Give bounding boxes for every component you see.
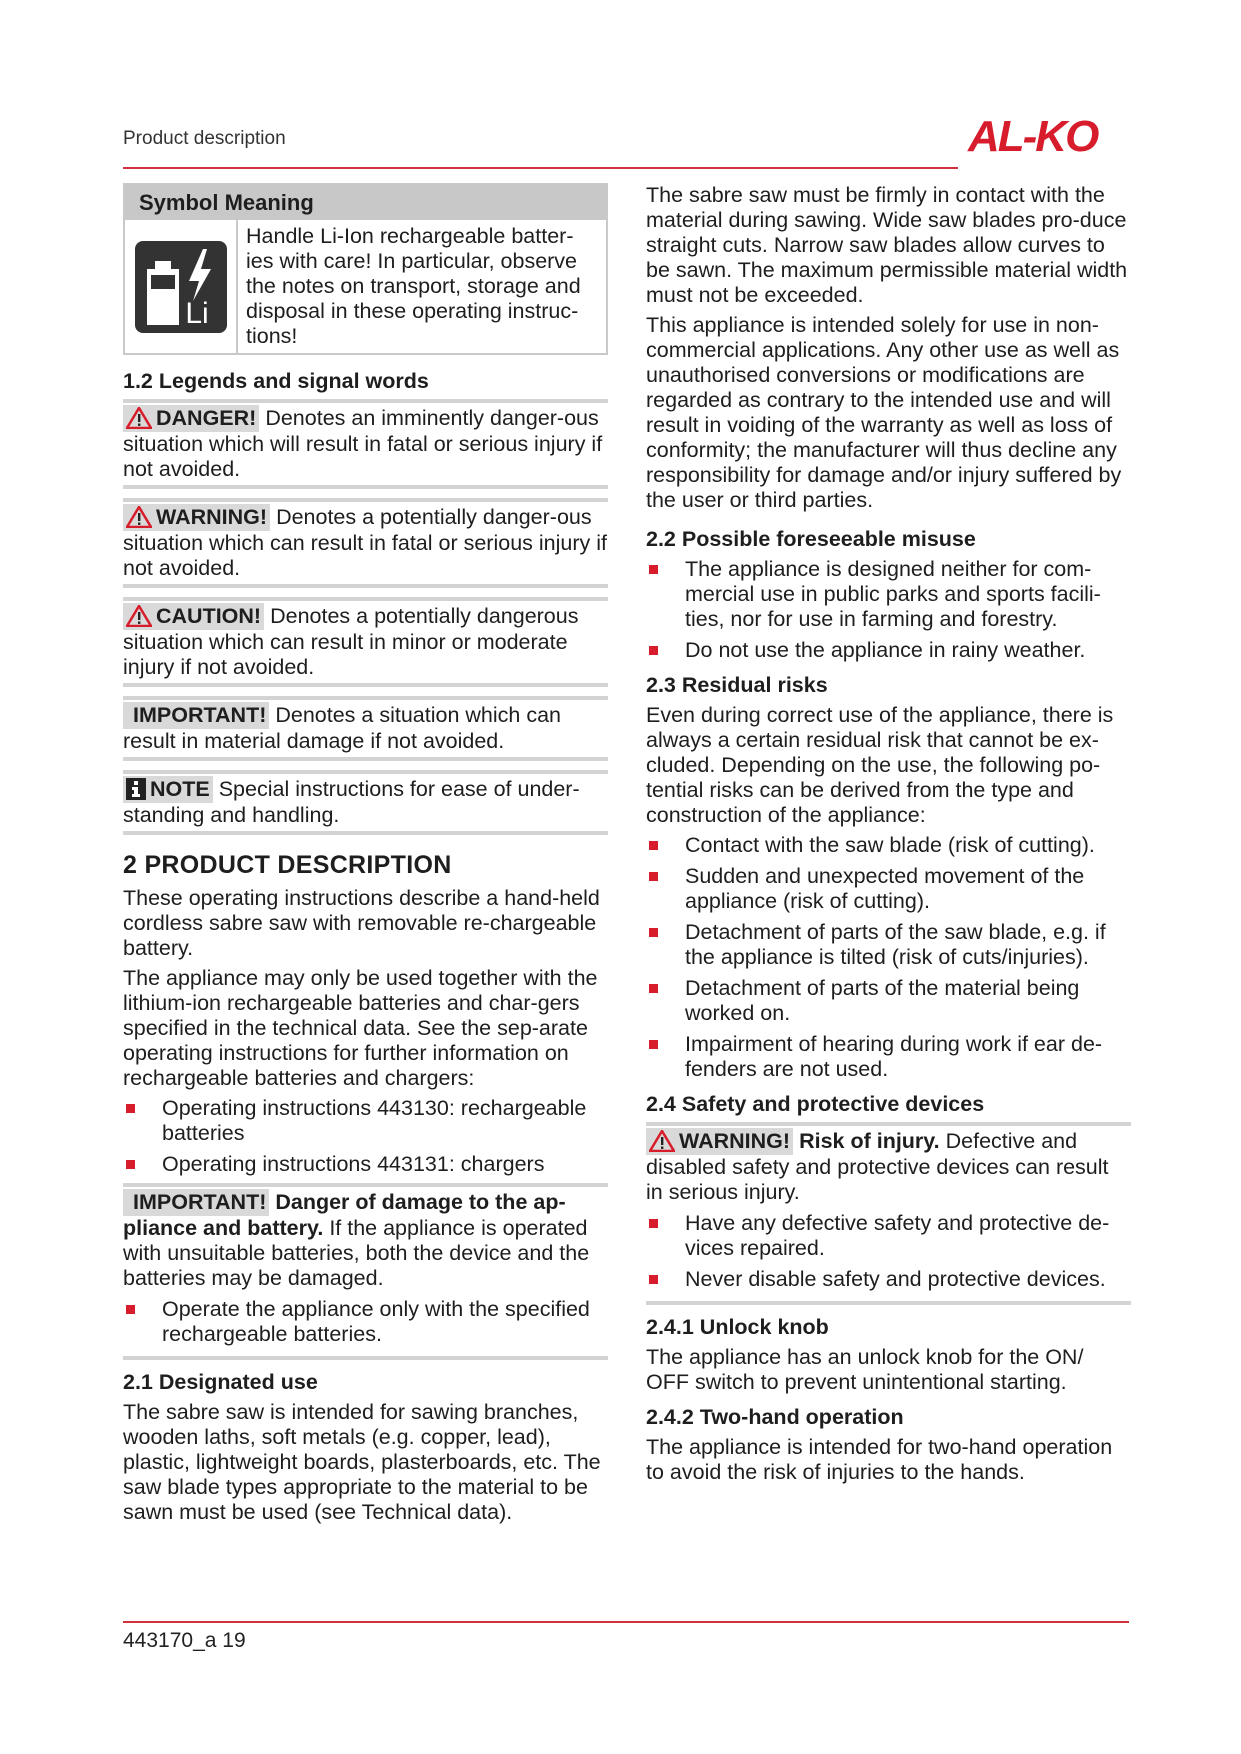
- safety-warning-list: [646, 1211, 1131, 1292]
- warning-legend: [123, 498, 608, 588]
- caution-text: Denotes a potentially dangerous situation which can result in minor or moderate injury if not avoided.: [123, 604, 579, 679]
- warning-tag: [123, 504, 270, 531]
- danger-label: DANGER!: [156, 406, 257, 430]
- list-item: Detachment of parts of the saw blade, e.g. if the appliance is tilted (risk of cuts/injuries).: [646, 920, 1131, 970]
- list-item: Operating instructions 443130: rechargeable batteries: [123, 1096, 608, 1146]
- page-section-title: Product description: [123, 128, 286, 149]
- note-label: NOTE: [150, 777, 210, 801]
- list-item: Have any defective safety and protective de-vices repaired.: [646, 1211, 1131, 1261]
- important-box-list: [123, 1297, 608, 1347]
- two-hand-text: The appliance is intended for two-hand operation to avoid the risk of injuries to the hands.: [646, 1435, 1113, 1484]
- note-tag: [123, 776, 213, 803]
- caution-tag: [123, 603, 264, 630]
- reference-list: [123, 1096, 608, 1177]
- safety-warning-text: Defective and disabled safety and protective devices can result in serious injury.: [646, 1129, 1109, 1204]
- product-intro: These operating instructions describe a hand-held cordless sabre saw with removable re-chargeable battery.: [123, 886, 600, 960]
- list-item: Contact with the saw blade (risk of cutting).: [646, 833, 1131, 858]
- designated-use-p2: The sabre saw must be firmly in contact with the material during sawing. Wide saw blades pro-duce straight cuts. Narrow saw blades allow curves to be sawn. The maximum permissible material width must not be exceeded.: [646, 183, 1128, 307]
- safety-warning-label: WARNING!: [679, 1129, 791, 1153]
- danger-text: Denotes an imminently danger-ous situation which will result in fatal or serious injury if not avoided.: [123, 406, 603, 481]
- unlock-knob-text: The appliance has an unlock knob for the ON/ OFF switch to prevent unintentional starting.: [646, 1345, 1084, 1394]
- header-rule: [123, 167, 958, 169]
- warning-triangle-icon: [126, 506, 152, 528]
- list-item: Impairment of hearing during work if ear de-fenders are not used.: [646, 1032, 1131, 1082]
- important-legend: [123, 696, 608, 761]
- warning-triangle-icon: [649, 1130, 675, 1152]
- designated-use-heading: 2.1 Designated use: [123, 1370, 318, 1394]
- safety-warning-tag: [646, 1128, 793, 1155]
- residual-risks-heading: 2.3 Residual risks: [646, 673, 828, 697]
- caution-label: CAUTION!: [156, 604, 262, 628]
- designated-use-p3: This appliance is intended solely for use in non-commercial applications. Any other use as well as unauthorised conversions or modifications are regarded as contrary to the intended use and will result in voiding of the warranty as well as loss of conformity; the manufacturer will thus decline any responsibility for damage and/or injury suffered by the user or third parties.: [646, 313, 1122, 512]
- residual-intro: Even during correct use of the appliance, there is always a certain residual risk that cannot be ex-cluded. Depending on the use, the following po-tential risks can be derived from the type and construction of the appliance:: [646, 703, 1114, 827]
- safety-warning-box: [646, 1122, 1131, 1305]
- right-column: [646, 183, 1131, 1490]
- important-tag: IMPORTANT!: [123, 702, 269, 729]
- unlock-knob-heading: 2.4.1 Unlock knob: [646, 1315, 829, 1339]
- important-text: Denotes a situation which can result in material damage if not avoided.: [123, 703, 561, 753]
- legends-heading: 1.2 Legends and signal words: [123, 369, 429, 393]
- list-item: Do not use the appliance in rainy weather.: [646, 638, 1131, 663]
- list-item: Sudden and unexpected movement of the appliance (risk of cutting).: [646, 864, 1131, 914]
- product-description-heading: 2 PRODUCT DESCRIPTION: [123, 851, 452, 879]
- list-item: Never disable safety and protective devices.: [646, 1267, 1131, 1292]
- list-item: Operate the appliance only with the specified rechargeable batteries.: [123, 1297, 608, 1347]
- misuse-list: [646, 557, 1131, 663]
- residual-list: [646, 833, 1131, 1082]
- danger-legend: [123, 399, 608, 489]
- warning-label: WARNING!: [156, 505, 268, 529]
- misuse-heading: 2.2 Possible foreseeable misuse: [646, 527, 976, 551]
- important-box-title: Danger of damage to the ap-pliance and battery.: [123, 1190, 566, 1240]
- important-box-text: If the appliance is operated with unsuitable batteries, both the device and the batteries may be damaged.: [123, 1216, 590, 1290]
- note-legend: [123, 770, 608, 835]
- safety-heading: 2.4 Safety and protective devices: [646, 1092, 985, 1116]
- footer-rule: [123, 1621, 1129, 1623]
- list-item: The appliance is designed neither for com-mercial use in public parks and sports facili-ties, nor for use in farming and forestry.: [646, 557, 1131, 632]
- brand-logo: AL-KO: [968, 112, 1098, 161]
- caution-legend: [123, 597, 608, 687]
- warning-triangle-icon: [126, 407, 152, 429]
- list-item: Detachment of parts of the material being worked on.: [646, 976, 1131, 1026]
- note-text: Special instructions for ease of under-standing and handling.: [123, 777, 580, 827]
- left-column: [123, 183, 608, 1530]
- safety-warning-title: Risk of injury.: [799, 1129, 940, 1153]
- symbol-meaning: Handle Li-Ion rechargeable batter-ies with care! In particular, observe the notes on transport, storage and disposal in these operating instruc-tions!: [246, 224, 581, 348]
- symbol-table: [123, 183, 608, 355]
- product-batteries: The appliance may only be used together with the lithium-ion rechargeable batteries and char-gers specified in the technical data. See the sep-arate operating instructions for further information on rechargeable batteries and chargers:: [123, 966, 598, 1090]
- list-item: Operating instructions 443131: chargers: [123, 1152, 608, 1177]
- important-box: [123, 1183, 608, 1360]
- info-icon: [126, 778, 146, 800]
- two-hand-heading: 2.4.2 Two-hand operation: [646, 1405, 904, 1429]
- footer-page-number: 443170_a 19: [123, 1629, 246, 1652]
- symbol-table-header: Symbol Meaning: [125, 185, 606, 220]
- important-box-tag: IMPORTANT!: [123, 1189, 269, 1216]
- warning-triangle-icon: [126, 605, 152, 627]
- danger-tag: [123, 405, 259, 432]
- symbol-table-row: [125, 220, 606, 353]
- li-ion-battery-icon: [125, 220, 238, 353]
- designated-use-p1: The sabre saw is intended for sawing branches, wooden laths, soft metals (e.g. copper, lead), plastic, lightweight boards, plasterboards, etc. The saw blade types appropriate to the material to be sawn must be used (see Technical data).: [123, 1400, 601, 1524]
- symbol-icon-label: Li: [184, 296, 209, 330]
- warning-text: Denotes a potentially danger-ous situation which can result in fatal or serious injury if not avoided.: [123, 505, 607, 580]
